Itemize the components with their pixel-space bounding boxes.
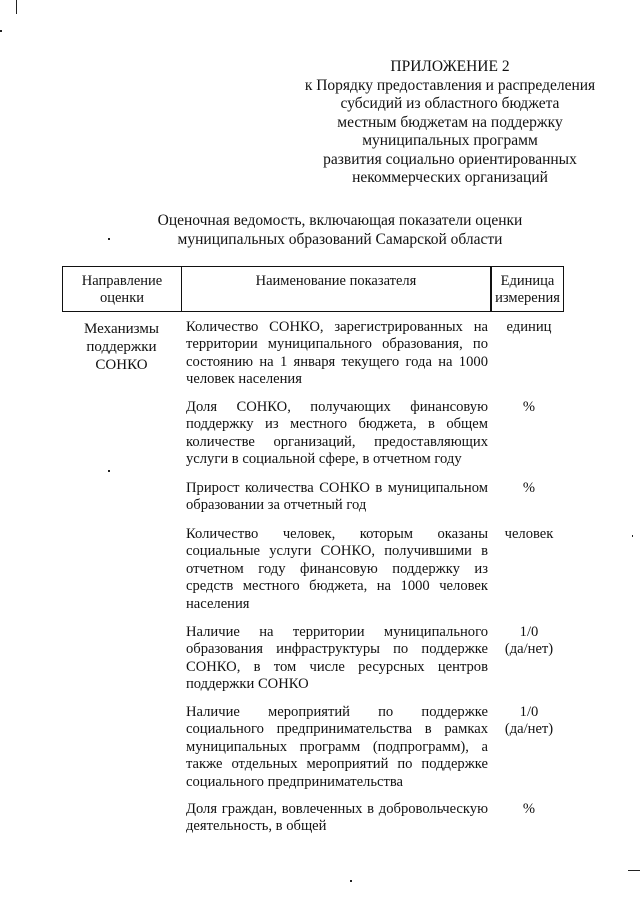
direction-line: СОНКО: [95, 357, 148, 373]
indicator-unit: [496, 399, 562, 416]
indicator-unit: [496, 526, 562, 543]
scan-mark: [350, 880, 352, 882]
unit-line: %: [522, 801, 536, 817]
document-title: [140, 211, 540, 249]
scan-mark: [632, 535, 633, 537]
unit-line: единиц: [506, 319, 552, 335]
appendix-line: ПРИЛОЖЕНИЕ 2: [390, 58, 510, 75]
unit-line: 1/0: [519, 624, 539, 640]
direction-line: Механизмы: [84, 321, 159, 337]
header-direction: Направление оценки: [63, 267, 182, 311]
indicator-unit: [496, 801, 562, 818]
scan-mark: [108, 238, 110, 240]
unit-line: 1/0: [519, 704, 539, 720]
appendix-line: некоммерческих организаций: [352, 169, 548, 186]
appendix-line: субсидий из областного бюджета: [340, 95, 560, 112]
table-header: [62, 266, 564, 312]
scan-mark: [108, 470, 110, 472]
appendix-line: развития социально ориентированных: [323, 150, 577, 168]
header-unit: Единица измерения: [491, 267, 563, 311]
unit-line: (да/нет): [504, 641, 554, 658]
unit-line: %: [522, 480, 536, 496]
appendix-line: муниципальных программ: [362, 132, 538, 149]
indicator-unit: [496, 319, 562, 336]
indicator-unit: [496, 704, 562, 739]
indicator-name: Наличие мероприятий по поддержке социального предпринимательства в рамках муниципальных программ (подпрограмм), а также отдельных мероприятий по поддержке социального предпринимательства: [186, 704, 488, 790]
direction-cell: [62, 320, 181, 374]
unit-line: %: [522, 399, 536, 415]
indicator-name: Наличие на территории муниципального образования инфраструктуры по поддержке СОНКО, в том числе ресурсных центров поддержки СОНКО: [186, 624, 488, 693]
appendix-line: местным бюджетам на поддержку: [337, 113, 563, 131]
indicator-name: Прирост количества СОНКО в муниципальном образовании за отчетный год: [186, 480, 488, 514]
title-line: Оценочная ведомость, включающая показатели оценки: [157, 212, 523, 229]
scan-mark: [16, 0, 17, 14]
scan-mark: [0, 30, 2, 32]
appendix-line: к Порядку предоставления и распределения: [304, 76, 596, 94]
indicator-name: Количество человек, которым оказаны социальные услуги СОНКО, получившими в отчетном году финансовую поддержку из средств местного бюджета, на 1000 человек населения: [186, 526, 488, 612]
direction-line: поддержки: [86, 339, 157, 355]
indicator-unit: [496, 480, 562, 497]
header-indicator: Наименование показателя: [182, 267, 491, 311]
title-line: муниципальных образований Самарской области: [177, 231, 503, 248]
scan-mark: [628, 870, 640, 871]
unit-line: (да/нет): [504, 721, 554, 738]
unit-line: человек: [504, 526, 554, 542]
indicator-name: Доля СОНКО, получающих финансовую поддержку из местного бюджета, в общем количестве организаций, предоставляющих услуги в социальной сфере, в отчетном году: [186, 399, 488, 468]
indicator-name: Количество СОНКО, зарегистрированных на территории муниципального образования, по состоянию на 1 января текущего года на 1000 человек населения: [186, 319, 488, 388]
appendix-block: [300, 58, 600, 188]
indicator-name: Доля граждан, вовлеченных в добровольческую деятельность, в общей: [186, 801, 488, 835]
indicator-unit: [496, 624, 562, 659]
